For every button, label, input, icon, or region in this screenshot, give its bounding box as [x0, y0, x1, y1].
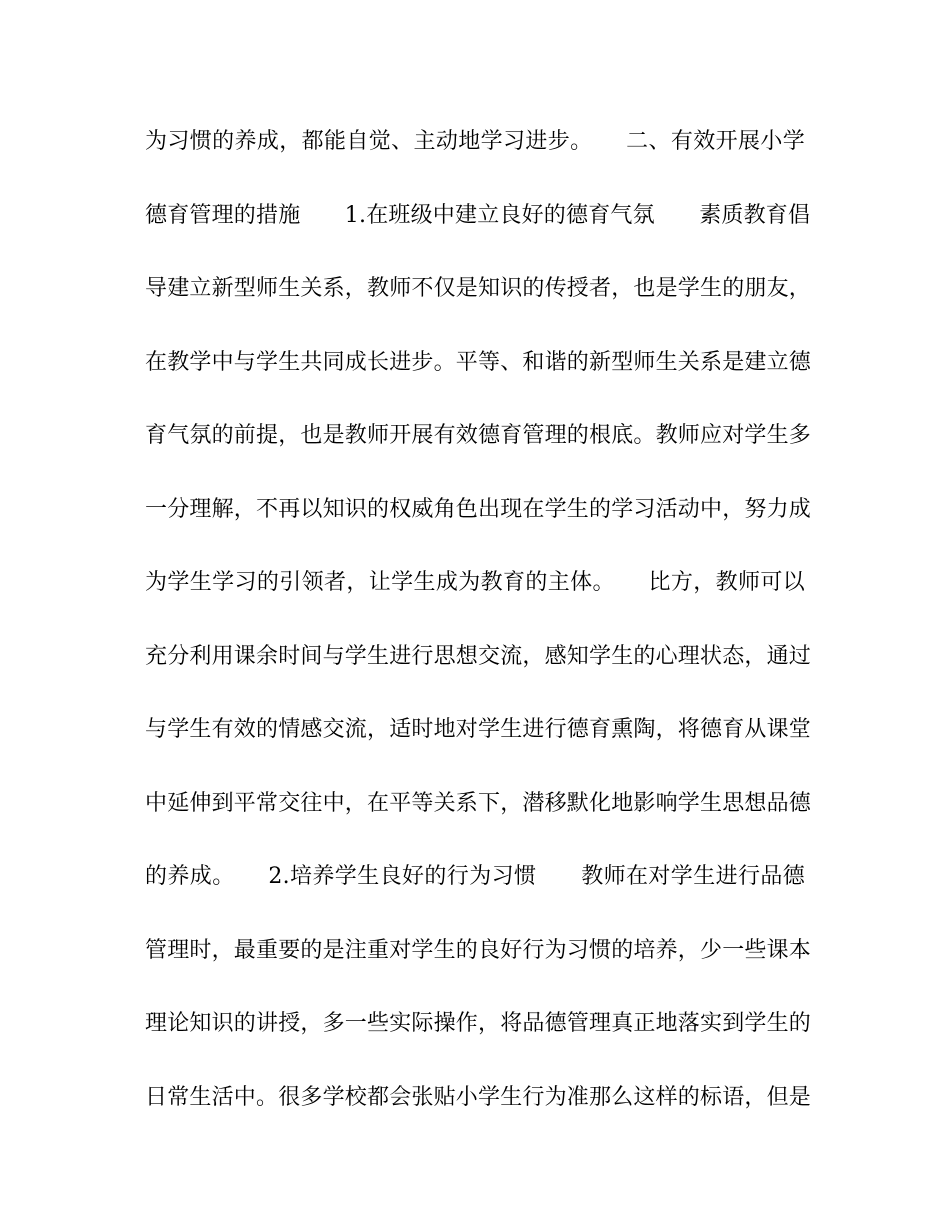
text-line-7: 为学生学习的引领者，让学生成为教育的主体。 比方，教师可以	[145, 570, 805, 595]
text-line-14: 日常生活中。很多学校都会张贴小学生行为准那么这样的标语，但是	[145, 1084, 812, 1110]
text-line-13: 理论知识的讲授，多一些实际操作，将品德管理真正地落实到学生的	[145, 1011, 812, 1036]
text-line-9: 与学生有效的情感交流，适时地对学生进行德育熏陶，将德育从课堂	[145, 717, 812, 742]
text-line-4: 在教学中与学生共同成长进步。平等、和谐的新型师生关系是建立德	[145, 349, 812, 375]
text-line-5: 育气氛的前提，也是教师开展有效德育管理的根底。教师应对学生多	[145, 423, 812, 448]
text-line-10: 中延伸到平常交往中，在平等关系下，潜移默化地影响学生思想品德	[145, 790, 812, 816]
text-line-6: 一分理解，不再以知识的权威角色出现在学生的学习活动中，努力成	[145, 496, 812, 522]
text-line-11: 的养成。 2.培养学生良好的行为习惯 教师在对学生进行品德	[145, 864, 805, 889]
text-line-2: 德育管理的措施 1.在班级中建立良好的德育气氛 素质教育倡	[145, 202, 811, 228]
text-line-3: 导建立新型师生关系，教师不仅是知识的传授者，也是学生的朋友，	[145, 276, 812, 301]
text-line-8: 充分利用课余时间与学生进行思想交流，感知学生的心理状态，通过	[145, 643, 812, 669]
text-line-12: 管理时，最重要的是注重对学生的良好行为习惯的培养，少一些课本	[145, 937, 812, 963]
text-line-1: 为习惯的养成，都能自觉、主动地学习进步。 二、有效开展小学	[145, 129, 805, 154]
body-text	[145, 118, 812, 1147]
